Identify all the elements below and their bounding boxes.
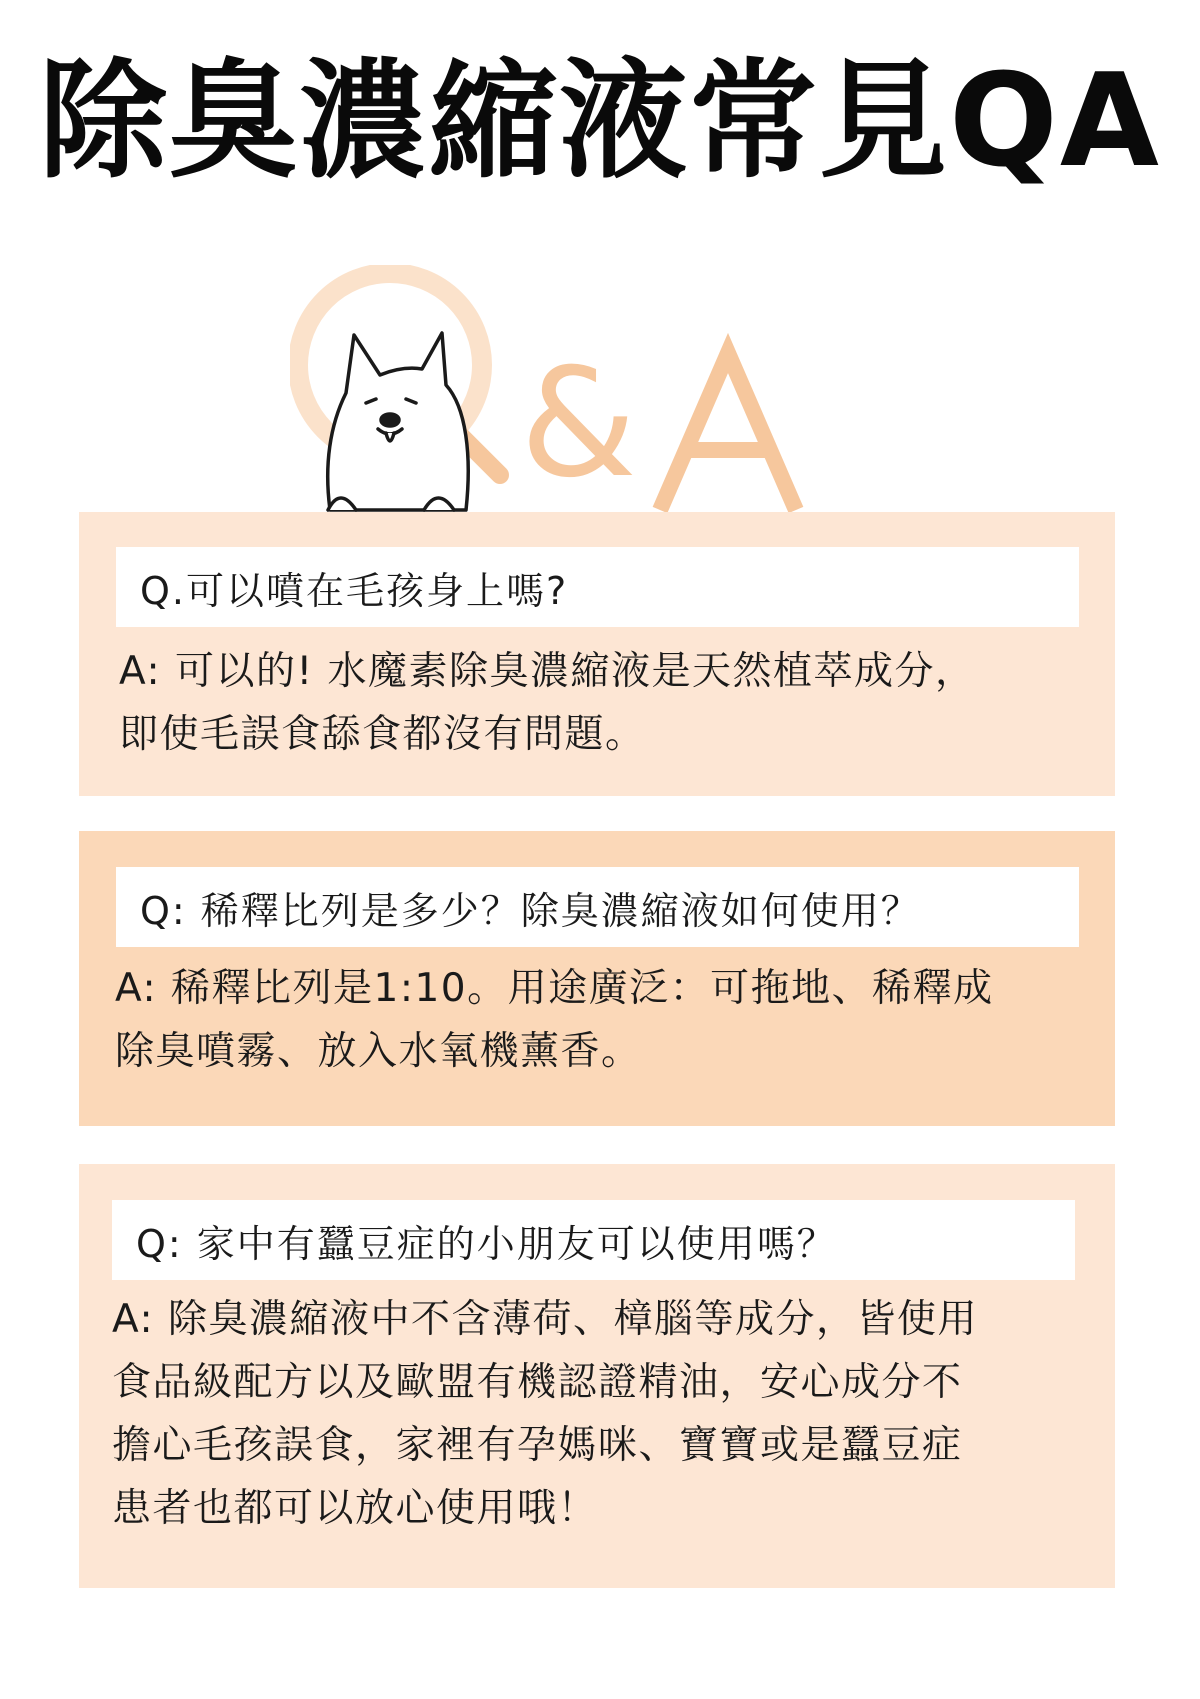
question-bar: Q: 稀釋比列是多少？除臭濃縮液如何使用？ bbox=[116, 867, 1079, 947]
page-title: 除臭濃縮液常見QA bbox=[39, 47, 1161, 196]
answer-text: A: 除臭濃縮液中不含薄荷、樟腦等成分，皆使用 食品級配方以及歐盟有機認證精油，安心成分不 擔心毛孩誤食，家裡有孕媽咪、寶寶或是蠶豆症 患者也都可以放心使用哦！ bbox=[112, 1297, 979, 1531]
qa-card bbox=[79, 1164, 1115, 1588]
qa-hero-illustration bbox=[290, 265, 850, 525]
ampersand-glyph: & bbox=[520, 337, 637, 511]
qa-card bbox=[79, 512, 1115, 796]
qa-card bbox=[79, 831, 1115, 1126]
answer-text: A: 可以的! 水魔素除臭濃縮液是天然植萃成分， 即使毛誤食舔食都沒有問題。 bbox=[119, 649, 976, 757]
question-bar: Q.可以噴在毛孩身上嗎? bbox=[116, 547, 1079, 627]
question-bar: Q: 家中有蠶豆症的小朋友可以使用嗎？ bbox=[112, 1200, 1075, 1280]
dog-icon bbox=[328, 333, 469, 510]
a-letter bbox=[660, 353, 796, 510]
answer-text: A: 稀釋比列是1:10。用途廣泛：可拖地、稀釋成 除臭噴霧、放入水氧機薰香。 bbox=[115, 966, 994, 1074]
